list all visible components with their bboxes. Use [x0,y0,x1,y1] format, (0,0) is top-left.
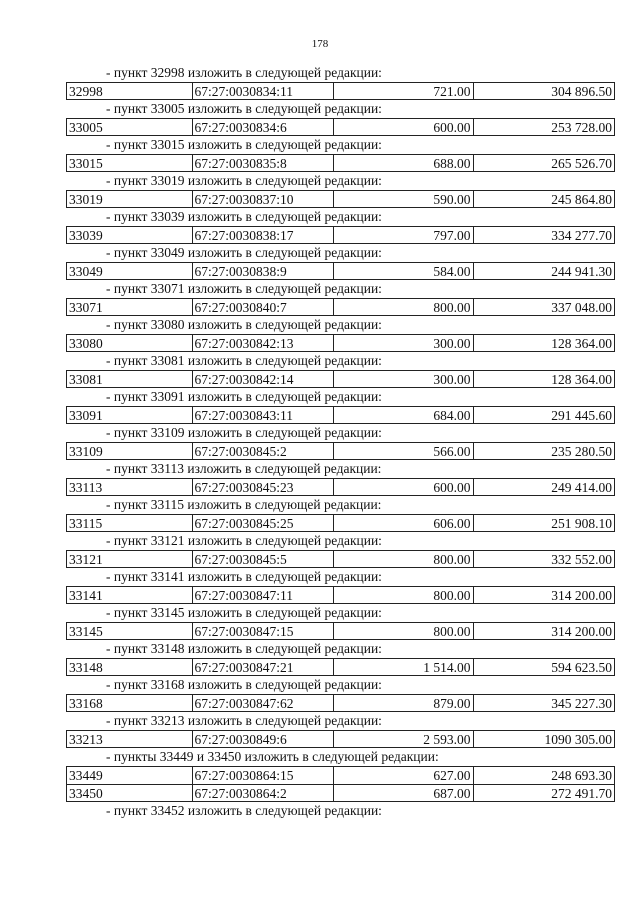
cadastral-number-cell: 67:27:0030845:25 [193,515,334,531]
area-cell: 684.00 [334,407,473,423]
item-number-cell: 33081 [67,371,193,387]
cadastral-number-cell: 67:27:0030847:11 [193,587,334,603]
table-row [66,586,615,604]
amendment-heading: - пункт 33148 изложить в следующей редакции: [106,641,382,656]
item-number-cell: 33039 [67,227,193,243]
item-number-cell: 33168 [67,695,193,711]
value-cell: 244 941.30 [551,264,612,279]
amendment-heading: - пункт 33452 изложить в следующей редакции: [106,803,382,818]
area-cell: 721.00 [334,83,473,99]
cadastral-number-cell: 67:27:0030838:9 [193,263,334,279]
area-cell: 600.00 [334,479,473,495]
item-number-cell: 33213 [67,731,193,747]
table-row [66,442,615,460]
value-cell: 249 414.00 [551,480,612,495]
table-row [66,622,615,640]
area-cell: 566.00 [334,443,473,459]
area-cell: 687.00 [334,785,473,801]
cadastral-number-cell: 67:27:0030840:7 [193,299,334,315]
cadastral-number-cell: 67:27:0030834:6 [193,119,334,135]
value-cell: 265 526.70 [551,156,612,171]
cadastral-number-cell: 67:27:0030842:14 [193,371,334,387]
table-row [66,118,615,136]
area-cell: 879.00 [334,695,473,711]
area-cell: 590.00 [334,191,473,207]
value-cell: 332 552.00 [551,552,612,567]
amendment-heading: - пункт 32998 изложить в следующей редакции: [106,65,382,80]
amendment-heading: - пункт 33049 изложить в следующей редакции: [106,245,382,260]
value-cell: 314 200.00 [551,624,612,639]
table-row [66,334,615,352]
item-number-cell: 33005 [67,119,193,135]
table-row [66,370,615,388]
table-row [66,226,615,244]
area-cell: 627.00 [334,767,473,784]
item-number-cell: 33449 [67,767,193,784]
value-cell: 272 491.70 [551,786,612,801]
amendment-heading: - пункт 33071 изложить в следующей редакции: [106,281,382,296]
amendment-heading: - пункт 33039 изложить в следующей редакции: [106,209,382,224]
item-number-cell: 33115 [67,515,193,531]
amendment-heading: - пункт 33145 изложить в следующей редакции: [106,605,382,620]
value-cell: 253 728.00 [551,120,612,135]
value-cell: 128 364.00 [551,372,612,387]
value-cell: 594 623.50 [551,660,612,675]
area-cell: 800.00 [334,587,473,603]
item-number-cell: 33113 [67,479,193,495]
value-cell: 334 277.70 [551,228,612,243]
table-row [66,784,615,802]
amendment-heading: - пункт 33121 изложить в следующей редакции: [106,533,382,548]
cadastral-number-cell: 67:27:0030847:15 [193,623,334,639]
document-body [66,64,615,820]
table-row [66,730,615,748]
table-row [66,514,615,532]
area-cell: 584.00 [334,263,473,279]
value-cell: 345 227.30 [551,696,612,711]
item-number-cell: 33145 [67,623,193,639]
amendment-heading: - пункт 33081 изложить в следующей редакции: [106,353,382,368]
table-row [66,262,615,280]
area-cell: 800.00 [334,299,473,315]
cadastral-number-cell: 67:27:0030864:15 [193,767,334,784]
cadastral-number-cell: 67:27:0030838:17 [193,227,334,243]
value-cell: 248 693.30 [551,768,612,783]
cadastral-number-cell: 67:27:0030864:2 [193,785,334,801]
page-number: 178 [311,38,329,50]
item-number-cell: 33080 [67,335,193,351]
item-number-cell: 33091 [67,407,193,423]
item-number-cell: 32998 [67,83,193,99]
item-number-cell: 33071 [67,299,193,315]
area-cell: 1 514.00 [334,659,473,675]
table-row [66,694,615,712]
amendment-heading: - пункт 33141 изложить в следующей редакции: [106,569,382,584]
cadastral-number-cell: 67:27:0030835:8 [193,155,334,171]
cadastral-number-cell: 67:27:0030845:5 [193,551,334,567]
amendment-heading: - пункт 33213 изложить в следующей редакции: [106,713,382,728]
area-cell: 300.00 [334,335,473,351]
table-row [66,298,615,316]
value-cell: 128 364.00 [551,336,612,351]
item-number-cell: 33141 [67,587,193,603]
table-row [66,406,615,424]
amendment-heading: - пункт 33109 изложить в следующей редакции: [106,425,382,440]
area-cell: 688.00 [334,155,473,171]
area-cell: 797.00 [334,227,473,243]
cadastral-number-cell: 67:27:0030834:11 [193,83,334,99]
amendment-heading: - пункт 33005 изложить в следующей редакции: [106,101,382,116]
value-cell: 245 864.80 [551,192,612,207]
item-number-cell: 33450 [67,785,193,801]
table-row [66,190,615,208]
item-number-cell: 33049 [67,263,193,279]
cadastral-number-cell: 67:27:0030843:11 [193,407,334,423]
value-cell: 304 896.50 [551,84,612,99]
value-cell: 314 200.00 [551,588,612,603]
amendment-heading: - пункт 33015 изложить в следующей редакции: [106,137,382,152]
cadastral-number-cell: 67:27:0030837:10 [193,191,334,207]
area-cell: 800.00 [334,623,473,639]
value-cell: 251 908.10 [551,516,612,531]
cadastral-number-cell: 67:27:0030847:62 [193,695,334,711]
amendment-heading: - пункт 33019 изложить в следующей редакции: [106,173,382,188]
value-cell: 291 445.60 [551,408,612,423]
table-row [66,154,615,172]
cadastral-number-cell: 67:27:0030845:23 [193,479,334,495]
amendment-heading: - пункты 33449 и 33450 изложить в следующей редакции: [106,749,439,764]
cadastral-number-cell: 67:27:0030847:21 [193,659,334,675]
table-row [66,766,615,784]
area-cell: 300.00 [334,371,473,387]
value-cell: 337 048.00 [551,300,612,315]
item-number-cell: 33121 [67,551,193,567]
area-cell: 2 593.00 [334,731,473,747]
area-cell: 800.00 [334,551,473,567]
table-row [66,550,615,568]
value-cell: 1090 305.00 [544,732,612,747]
area-cell: 600.00 [334,119,473,135]
amendment-heading: - пункт 33091 изложить в следующей редакции: [106,389,382,404]
cadastral-number-cell: 67:27:0030845:2 [193,443,334,459]
table-row [66,478,615,496]
item-number-cell: 33019 [67,191,193,207]
table-row [66,82,615,100]
item-number-cell: 33015 [67,155,193,171]
value-cell: 235 280.50 [551,444,612,459]
amendment-heading: - пункт 33080 изложить в следующей редакции: [106,317,382,332]
amendment-heading: - пункт 33115 изложить в следующей редакции: [106,497,382,512]
item-number-cell: 33109 [67,443,193,459]
cadastral-number-cell: 67:27:0030849:6 [193,731,334,747]
item-number-cell: 33148 [67,659,193,675]
area-cell: 606.00 [334,515,473,531]
table-row [66,658,615,676]
cadastral-number-cell: 67:27:0030842:13 [193,335,334,351]
amendment-heading: - пункт 33113 изложить в следующей редакции: [106,461,382,476]
amendment-heading: - пункт 33168 изложить в следующей редакции: [106,677,382,692]
